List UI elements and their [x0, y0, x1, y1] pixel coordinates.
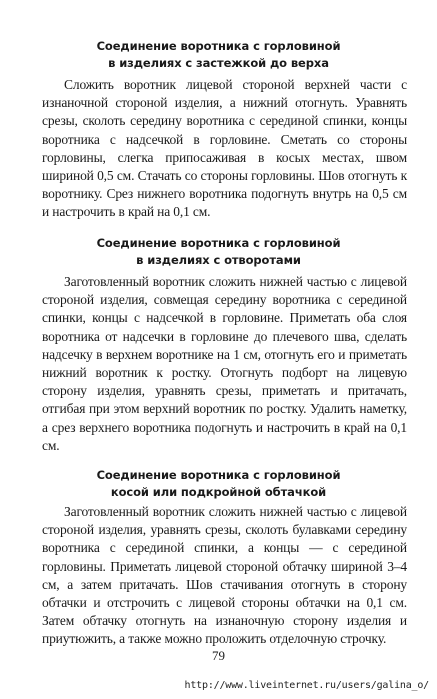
heading-line: Соединение воротника с горловиной — [96, 236, 341, 250]
heading-line: Соединение воротника с горловиной — [96, 468, 341, 482]
watermark-url: http://www.liveinternet.ru/users/galina_o/ — [184, 680, 429, 691]
section-heading — [20, 235, 417, 269]
section-paragraph: Сложить воротник лицевой стороной верхней части с изнаночной стороной изделия, а нижний отогнуть. Уравнять срезы, сколоть середину воротника с серединой спинки, концы воротника с надсечкой в горловине. Сметать со стороны горловины, слегка припосаживая в косых местах, швом шириной 0,5 см. Стачать со стороны горловины. Шов отогнуть к воротнику. Срез нижнего воротника подогнуть внутрь на 0,5 см и настрочить в край на 0,1 см. — [42, 77, 407, 220]
section-paragraph: Заготовленный воротник сложить нижней частью с лицевой стороной изделия, совмещая середину воротника с серединой спинки, концы с надсечкой в горловине. Приметать оба слоя воротника от надсечки в горловине до плечевого шва, сделать надсечку в верхнем воротнике на 1 см, отогнуть его и приметать нижний воротник к ростку. Отогнуть подборт на лицевую сторону изделия, уравнять срезы, приметать и притачать, отгибая при этом верхний воротник по ростку. Удалить наметку, а срез верхнего воротника подогнуть и настрочить в край на 0,1 см. — [42, 274, 407, 453]
section-paragraph: Заготовленный воротник сложить нижней частью с лицевой стороной изделия, уравнять срезы, сколоть булавками середину воротника с серединой спинки, а концы — с серединой горловины. Приметать лицевой стороной обтачку шириной 3–4 см, а затем притачать. Шов стачивания отогнуть в сторону обтачки и отстрочить с лицевой стороны обтачки на 0,1 см. Затем обтачку отогнуть на изнаночную сторону изделия и приутюжить, а также можно проложить отделочную строчку. — [42, 504, 407, 647]
heading-line: в изделиях с застежкой до верха — [108, 56, 329, 70]
section-heading — [20, 467, 417, 501]
section-heading — [20, 38, 417, 72]
heading-line: косой или подкройной обтачкой — [110, 485, 327, 499]
heading-line: Соединение воротника с горловиной — [96, 39, 341, 53]
heading-line: в изделиях с отворотами — [136, 253, 301, 267]
page-number: 79 — [212, 648, 225, 663]
